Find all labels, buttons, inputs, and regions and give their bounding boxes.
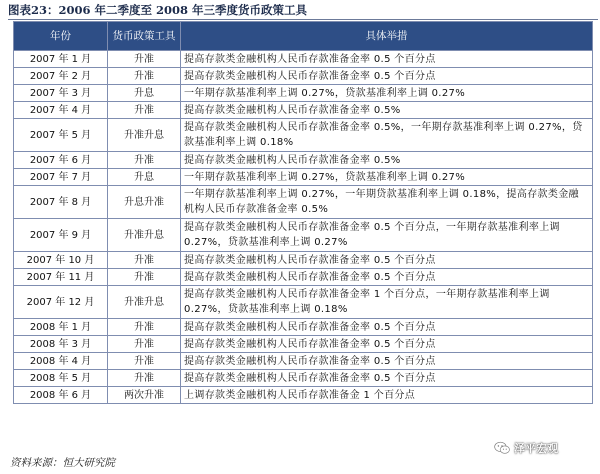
table-row: [14, 370, 593, 387]
cell-detail: 一年期存款基准利率上调 0.27%，一年期贷款基准利率上调 0.18%，提高存款类金融机构人民币存款准备金率 0.5%: [181, 186, 593, 219]
cell-detail: 提高存款类金融机构人民币存款准备金率 0.5 个百分点: [181, 353, 593, 370]
cell-detail: 提高存款类金融机构人民币存款准备金率 0.5%，一年期存款基准利率上调 0.27%，贷款基准利率上调 0.18%: [181, 119, 593, 152]
cell-year: 2007 年 4 月: [14, 102, 108, 119]
cell-year: 2008 年 4 月: [14, 353, 108, 370]
table-row: [14, 319, 593, 336]
cell-tool: 升准: [108, 336, 181, 353]
figure-caption: 图表23：2006 年二季度至 2008 年三季度货币政策工具: [8, 1, 598, 20]
cell-year: 2007 年 2 月: [14, 68, 108, 85]
table-row: [14, 252, 593, 269]
table-row: [14, 353, 593, 370]
table-row: [14, 269, 593, 286]
cell-tool: 升准升息: [108, 286, 181, 319]
watermark: [494, 440, 558, 456]
cell-year: 2008 年 6 月: [14, 387, 108, 404]
cell-tool: 升准: [108, 269, 181, 286]
cell-year: 2007 年 1 月: [14, 51, 108, 68]
cell-tool: 升息升准: [108, 186, 181, 219]
cell-tool: 升准: [108, 319, 181, 336]
table-row: [14, 119, 593, 152]
header-tool: 货币政策工具: [108, 22, 181, 51]
table-row: [14, 186, 593, 219]
cell-year: 2007 年 6 月: [14, 152, 108, 169]
cell-tool: 升息: [108, 85, 181, 102]
cell-tool: 升准: [108, 252, 181, 269]
header-detail: 具体举措: [181, 22, 593, 51]
source-note: 资料来源：恒大研究院: [10, 457, 115, 469]
cell-tool: 升准: [108, 68, 181, 85]
cell-detail: 提高存款类金融机构人民币存款准备金率 0.5 个百分点: [181, 269, 593, 286]
cell-tool: 升准升息: [108, 219, 181, 252]
cell-year: 2007 年 10 月: [14, 252, 108, 269]
table-row: [14, 387, 593, 404]
cell-detail: 提高存款类金融机构人民币存款准备金率 0.5 个百分点: [181, 68, 593, 85]
cell-year: 2007 年 5 月: [14, 119, 108, 152]
cell-year: 2007 年 12 月: [14, 286, 108, 319]
cell-detail: 一年期存款基准利率上调 0.27%，贷款基准利率上调 0.27%: [181, 85, 593, 102]
cell-detail: 一年期存款基准利率上调 0.27%，贷款基准利率上调 0.27%: [181, 169, 593, 186]
table-row: [14, 102, 593, 119]
watermark-text: 泽平宏观: [514, 442, 558, 455]
cell-tool: 升准: [108, 102, 181, 119]
wechat-icon: [494, 441, 510, 455]
cell-detail: 提高存款类金融机构人民币存款准备金率 0.5 个百分点: [181, 252, 593, 269]
cell-detail: 提高存款类金融机构人民币存款准备金率 0.5 个百分点: [181, 51, 593, 68]
cell-detail: 提高存款类金融机构人民币存款准备金率 0.5 个百分点: [181, 319, 593, 336]
cell-tool: 升准: [108, 152, 181, 169]
cell-detail: 提高存款类金融机构人民币存款准备金率 0.5 个百分点: [181, 370, 593, 387]
cell-tool: 升准: [108, 51, 181, 68]
cell-detail: 提高存款类金融机构人民币存款准备金率 1 个百分点，一年期存款基准利率上调 0.27%，贷款基准利率上调 0.18%: [181, 286, 593, 319]
table-row: [14, 152, 593, 169]
table-row: [14, 169, 593, 186]
cell-year: 2007 年 3 月: [14, 85, 108, 102]
cell-year: 2008 年 5 月: [14, 370, 108, 387]
cell-tool: 升准: [108, 353, 181, 370]
table-row: [14, 219, 593, 252]
header-year: 年份: [14, 22, 108, 51]
cell-detail: 上调存款类金融机构人民币存款准备金 1 个百分点: [181, 387, 593, 404]
cell-tool: 升准: [108, 370, 181, 387]
cell-year: 2008 年 1 月: [14, 319, 108, 336]
cell-year: 2007 年 7 月: [14, 169, 108, 186]
cell-tool: 升息: [108, 169, 181, 186]
cell-detail: 提高存款类金融机构人民币存款准备金率 0.5%: [181, 152, 593, 169]
table-row: [14, 286, 593, 319]
policy-tools-table: [13, 21, 593, 404]
table-row: [14, 51, 593, 68]
cell-detail: 提高存款类金融机构人民币存款准备金率 0.5 个百分点，一年期存款基准利率上调 0.27%，贷款基准利率上调 0.27%: [181, 219, 593, 252]
cell-year: 2007 年 11 月: [14, 269, 108, 286]
cell-year: 2008 年 3 月: [14, 336, 108, 353]
table-header-row: [14, 22, 593, 51]
cell-detail: 提高存款类金融机构人民币存款准备金率 0.5 个百分点: [181, 336, 593, 353]
table-row: [14, 68, 593, 85]
table-row: [14, 85, 593, 102]
cell-tool: 升准升息: [108, 119, 181, 152]
cell-year: 2007 年 9 月: [14, 219, 108, 252]
cell-tool: 两次升准: [108, 387, 181, 404]
table-row: [14, 336, 593, 353]
cell-year: 2007 年 8 月: [14, 186, 108, 219]
cell-detail: 提高存款类金融机构人民币存款准备金率 0.5%: [181, 102, 593, 119]
